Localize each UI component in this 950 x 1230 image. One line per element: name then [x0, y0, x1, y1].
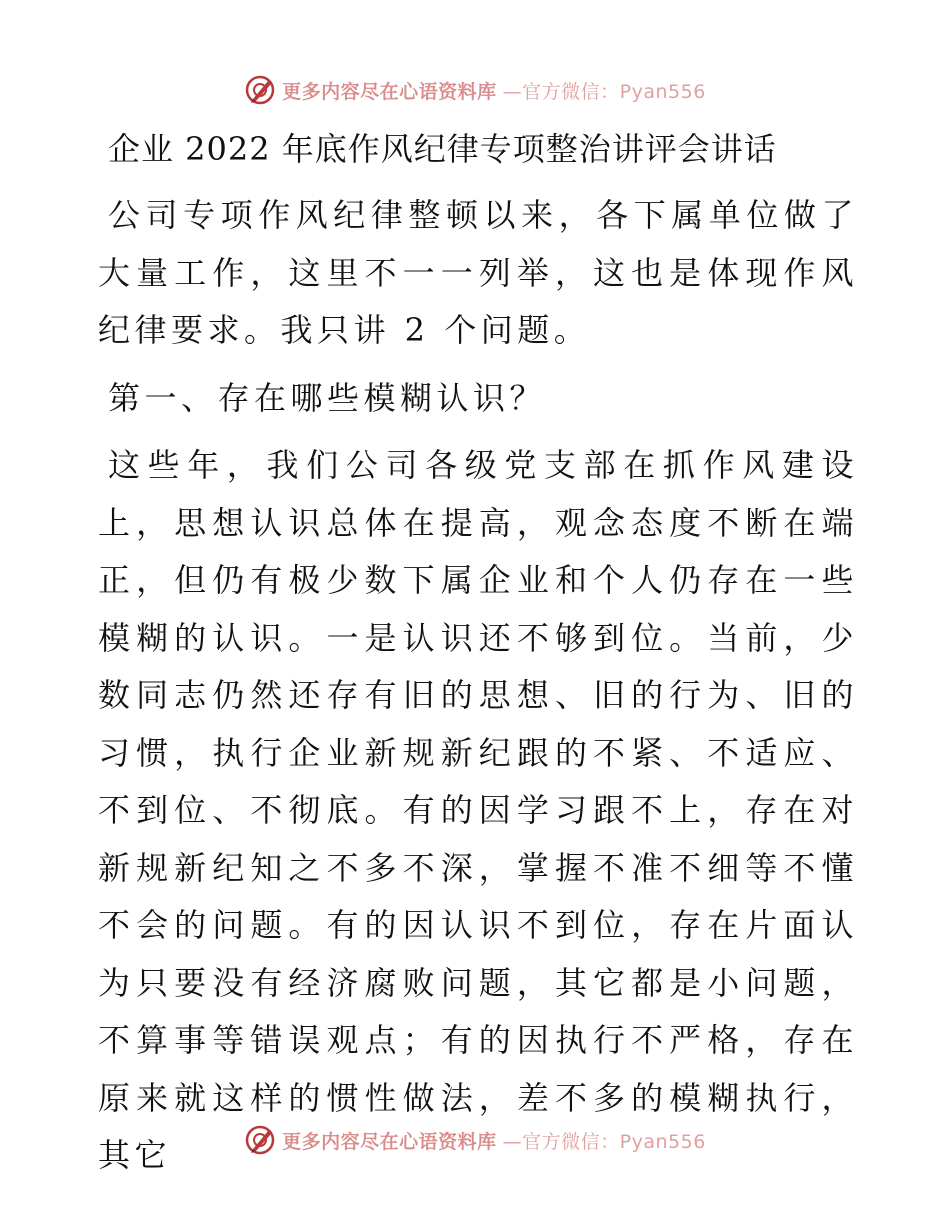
document-title: 企业 2022 年底作风纪律专项整治讲评会讲话 — [108, 130, 777, 168]
watermark-main-text: 更多内容尽在心语资料库 — [282, 80, 497, 103]
pen-circle-logo-icon — [244, 1124, 276, 1156]
paragraph-body: 这些年，我们公司各级党支部在抓作风建设上，思想认识总体在提高，观念态度不断在端正，但仍有极少数下属企业和个人仍存在一些模糊的认识。一是认识还不够到位。当前，少数同志仍然还存有旧的思想、旧的行为、旧的习惯，执行企业新规新纪跟的不紧、不适应、不到位、不彻底。有的因学习跟不上，存在对新规新纪知之不多不深，掌握不准不细等不懂不会的问题。有的因认识不到位，存在片面认为只要没有经济腐败问题，其它都是小问题，不算事等错误观点；有的因执行不严格，存在原来就这样的惯性做法，差不多的模糊执行，其它 — [98, 446, 858, 1174]
document-body — [98, 125, 858, 1195]
watermark-main-text: 更多内容尽在心语资料库 — [282, 1130, 497, 1153]
section-heading: 第一、存在哪些模糊认识？ — [108, 378, 547, 417]
watermark-footer — [0, 1120, 950, 1160]
paragraph-intro: 公司专项作风纪律整顿以来，各下属单位做了大量工作，这里不一一列举，这也是体现作风纪律要求。我只讲 2 个问题。 — [98, 196, 858, 349]
watermark-group — [244, 74, 706, 106]
watermark-sub-text: —官方微信：Pyan556 — [502, 1130, 706, 1153]
watermark-header — [0, 70, 950, 110]
watermark-sub-text: —官方微信：Pyan556 — [502, 80, 706, 103]
pen-circle-logo-icon — [244, 74, 276, 106]
watermark-group — [244, 1124, 706, 1156]
